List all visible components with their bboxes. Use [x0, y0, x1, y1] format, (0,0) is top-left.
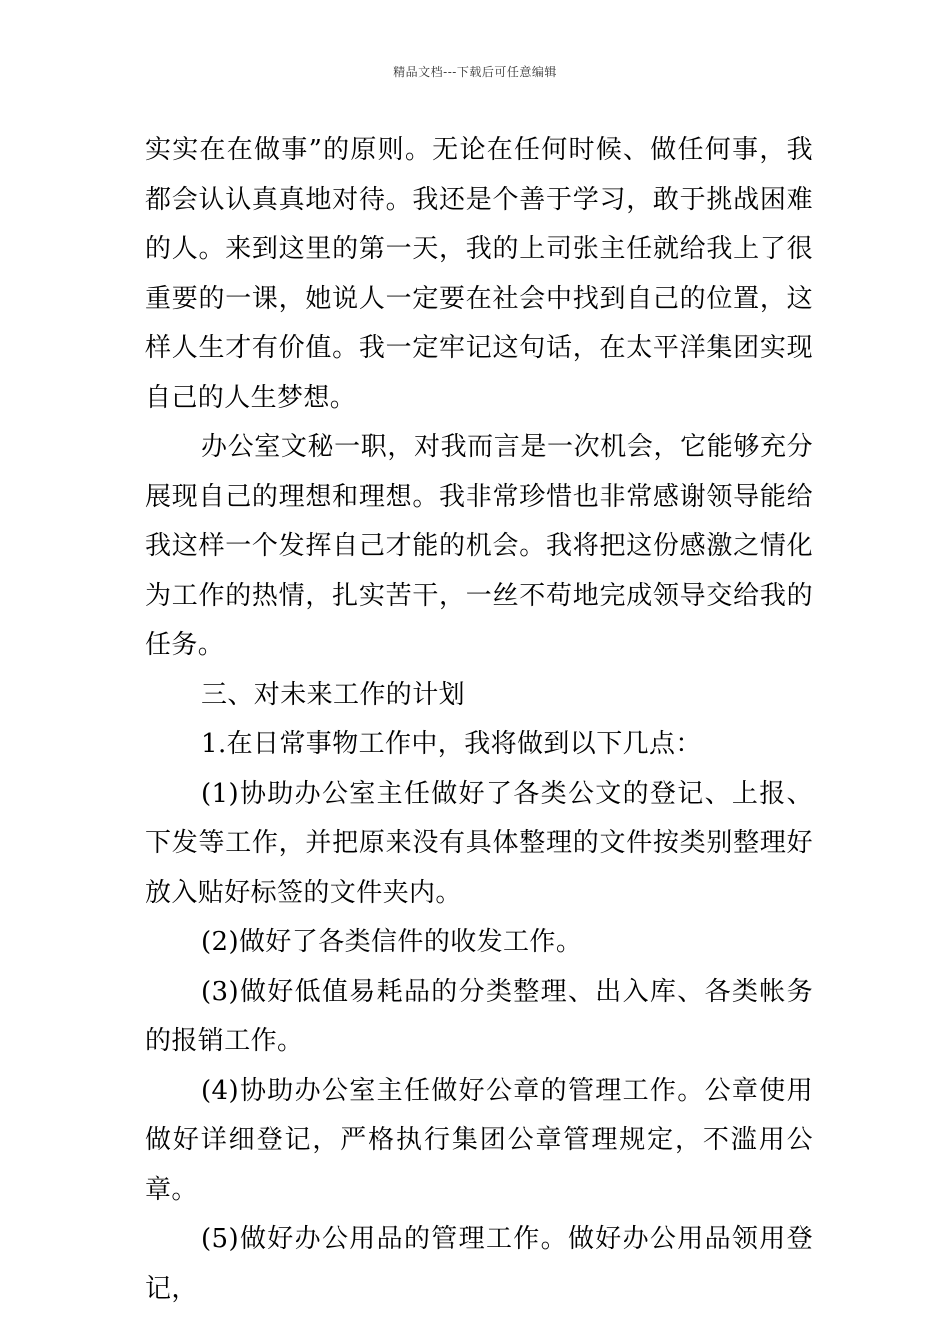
page-header: 精品文档---下载后可任意编辑	[393, 65, 557, 79]
list-item-2: (2)做好了各类信件的收发工作。	[201, 927, 583, 957]
section-heading-future-plan: 三、对未来工作的计划	[201, 679, 466, 710]
paragraph-secretary-role: 办公室文秘一职，对我而言是一次机会，它能够充分展现自己的理想和理想。我非常珍惜也非常感谢领导能给我这样一个发挥自己才能的机会。我将把这份感激之情化为工作的热情，扎实苦干，一丝不苟地完成领导交给我的任务。	[145, 432, 813, 660]
list-item-1: (1)协助办公室主任做好了各类公文的登记、上报、下发等工作，并把原来没有具体整理的文件按类别整理好放入贴好标签的文件夹内。	[145, 778, 813, 908]
paragraph-continuation: 实实在在做事”的原则。无论在任何时候、做任何事，我都会认认真真地对待。我还是个善于学习，敢于挑战困难的人。来到这里的第一天，我的上司张主任就给我上了很重要的一课，她说人一定要在社会中找到自己的位置，这样人生才有价值。我一定牢记这句话，在太平洋集团实现自己的人生梦想。	[145, 135, 813, 413]
list-item-5: (5)做好办公用品的管理工作。做好办公用品领用登记，	[145, 1224, 813, 1304]
document-body	[145, 126, 813, 1314]
list-item-3: (3)做好低值易耗品的分类整理、出入库、各类帐务的报销工作。	[145, 976, 813, 1056]
list-heading-daily-work: 1.在日常事物工作中，我将做到以下几点：	[201, 729, 702, 759]
list-item-4: (4)协助办公室主任做好公章的管理工作。公章使用做好详细登记，严格执行集团公章管理规定，不滥用公章。	[145, 1075, 813, 1205]
